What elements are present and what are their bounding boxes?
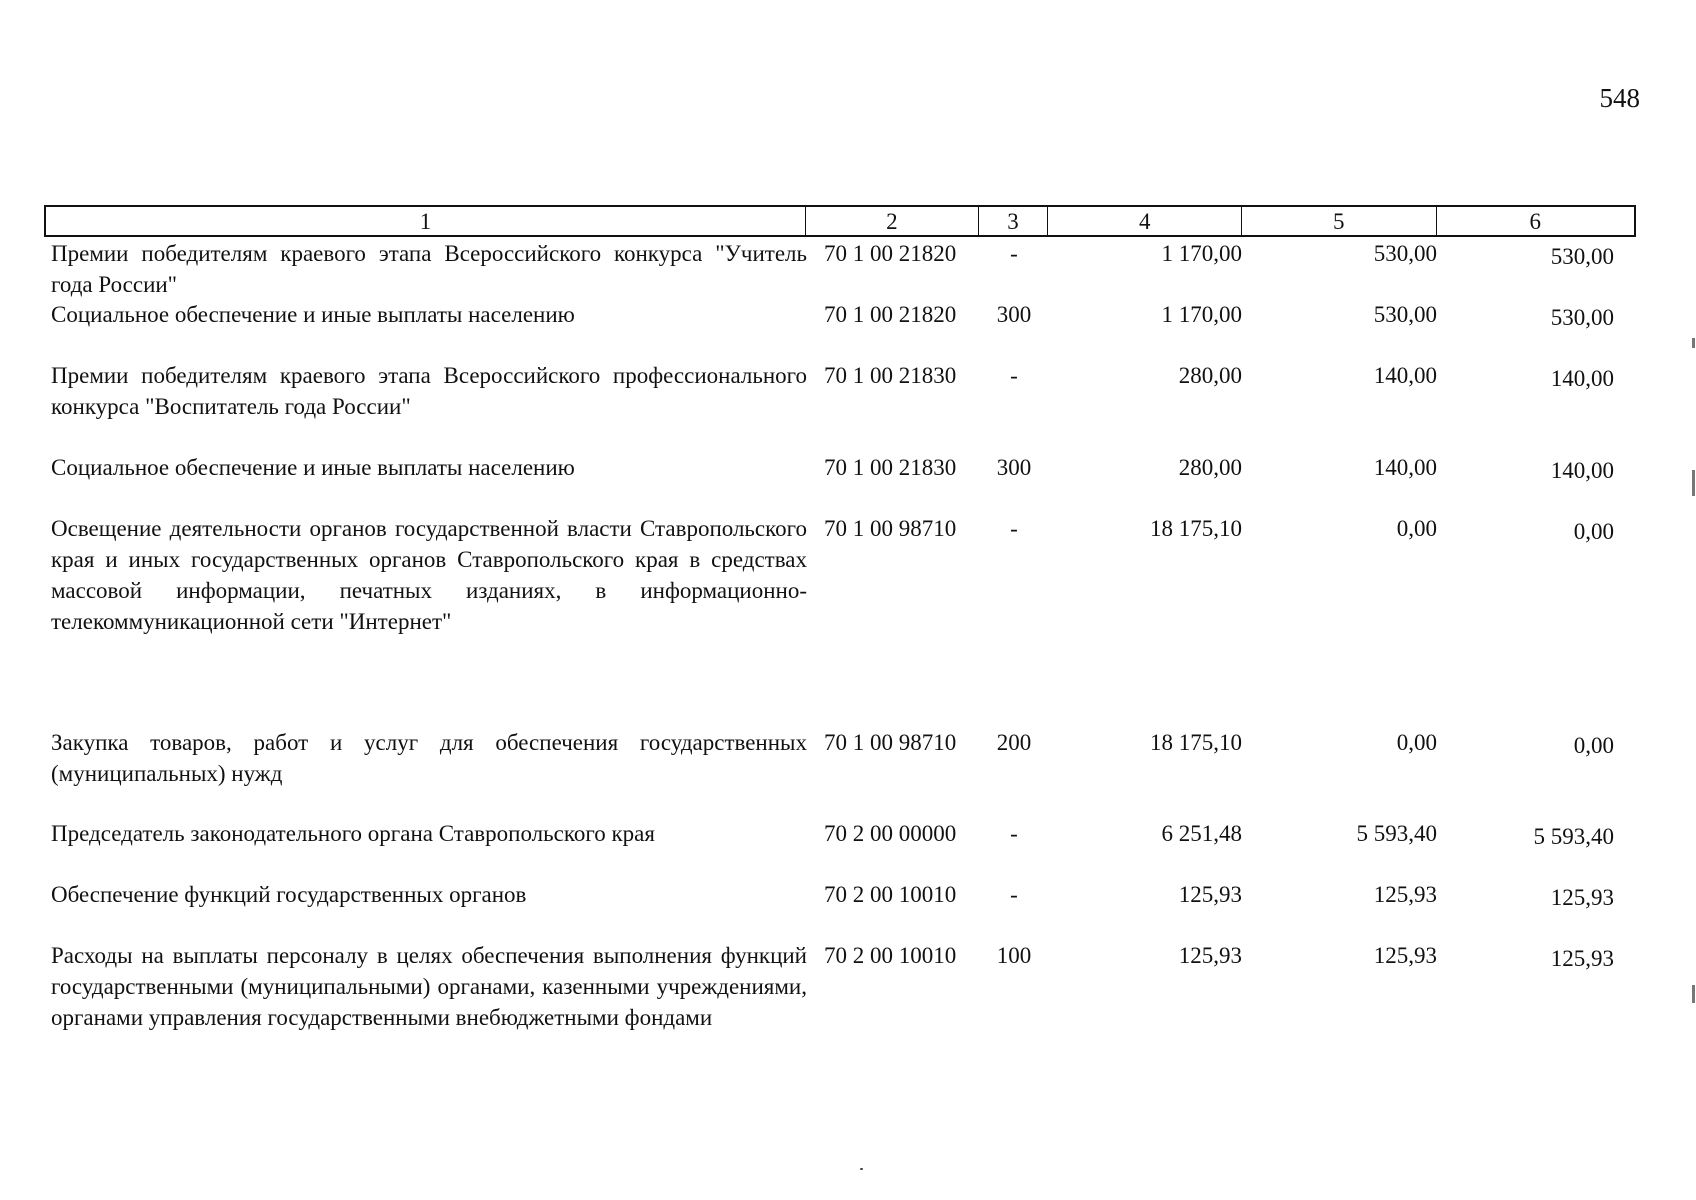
row-code: 70 1 00 21820 [824, 241, 957, 266]
row-code: 70 2 00 10010 [824, 943, 957, 968]
row-amount-col4: 125,93 [1178, 882, 1242, 907]
column-header-5: 5 [1242, 207, 1437, 235]
scan-edge-mark [1692, 470, 1695, 496]
row-expense-type: - [1010, 882, 1018, 907]
row-amount-col6: 140,00 [1550, 366, 1614, 391]
row-amount-col4: 1 170,00 [1161, 241, 1242, 266]
row-expense-type: 300 [996, 302, 1032, 327]
row-amount-col4: 125,93 [1178, 943, 1242, 968]
row-description: Обеспечение функций государственных органов [51, 882, 527, 907]
row-expense-type: - [1010, 241, 1018, 266]
row-amount-col5: 5 593,40 [1356, 821, 1437, 846]
row-description: Освещение деятельности органов государственной власти Ставропольского края и иных государственных органов Ставропольского края в средствах массовой информации, печатных изданиях, в информационно-телекоммуникационной сети "Интернет" [51, 516, 807, 634]
row-amount-col5: 0,00 [1396, 516, 1437, 541]
row-amount-col5: 530,00 [1373, 241, 1437, 266]
row-amount-col4: 6 251,48 [1161, 821, 1242, 846]
row-amount-col4: 1 170,00 [1161, 302, 1242, 327]
row-code: 70 1 00 98710 [824, 516, 957, 541]
column-header-2: 2 [806, 207, 979, 235]
row-description: Расходы на выплаты персоналу в целях обеспечения выполнения функций государственными (муниципальными) органами, казенными учреждениями, органами управления государственными внебюджетными фондами [51, 943, 807, 1030]
row-code: 70 1 00 21830 [824, 455, 957, 480]
row-amount-col5: 0,00 [1396, 730, 1437, 755]
row-amount-col5: 140,00 [1373, 455, 1437, 480]
row-amount-col4: 280,00 [1178, 363, 1242, 388]
row-amount-col6: 5 593,40 [1533, 824, 1614, 849]
row-description: Председатель законодательного органа Ставропольского края [51, 821, 655, 846]
scan-edge-mark [1692, 338, 1695, 348]
row-expense-type: - [1010, 516, 1018, 541]
row-amount-col6: 0,00 [1573, 733, 1614, 758]
scan-edge-mark [1692, 985, 1695, 1003]
row-amount-col5: 140,00 [1373, 363, 1437, 388]
column-header-1: 1 [46, 207, 806, 235]
row-code: 70 1 00 21830 [824, 363, 957, 388]
row-description: Премии победителям краевого этапа Всероссийского профессионального конкурса "Воспитатель года России" [51, 363, 807, 419]
row-expense-type: 200 [996, 730, 1032, 755]
row-description: Премии победителям краевого этапа Всероссийского конкурса "Учитель года России" [51, 241, 807, 297]
page-number: 548 [1599, 83, 1640, 113]
row-amount-col5: 125,93 [1373, 882, 1437, 907]
row-expense-type: 100 [996, 943, 1032, 968]
row-expense-type: - [1010, 821, 1018, 846]
row-amount-col6: 0,00 [1573, 519, 1614, 544]
column-header-6: 6 [1529, 209, 1541, 234]
row-amount-col4: 18 175,10 [1150, 730, 1242, 755]
row-expense-type: 300 [996, 455, 1032, 480]
column-header-3: 3 [979, 207, 1049, 235]
row-amount-col4: 18 175,10 [1150, 516, 1242, 541]
row-description: Закупка товаров, работ и услуг для обеспечения государственных (муниципальных) нужд [51, 730, 807, 786]
row-expense-type: - [1010, 363, 1018, 388]
row-code: 70 1 00 98710 [824, 730, 957, 755]
row-amount-col4: 280,00 [1178, 455, 1242, 480]
row-amount-col6: 530,00 [1550, 244, 1614, 269]
row-code: 70 2 00 10010 [824, 882, 957, 907]
row-amount-col6: 125,93 [1550, 885, 1614, 910]
row-code: 70 1 00 21820 [824, 302, 957, 327]
row-code: 70 2 00 00000 [824, 821, 957, 846]
row-amount-col6: 140,00 [1550, 458, 1614, 483]
row-amount-col6: 125,93 [1550, 946, 1614, 971]
row-amount-col5: 530,00 [1373, 302, 1437, 327]
row-amount-col5: 125,93 [1373, 943, 1437, 968]
row-amount-col6: 530,00 [1550, 305, 1614, 330]
column-header-4: 4 [1048, 207, 1242, 235]
table-header [44, 205, 1636, 237]
row-description: Социальное обеспечение и иные выплаты населению [51, 455, 575, 480]
row-description: Социальное обеспечение и иные выплаты населению [51, 302, 575, 327]
scan-speck [860, 1168, 863, 1170]
